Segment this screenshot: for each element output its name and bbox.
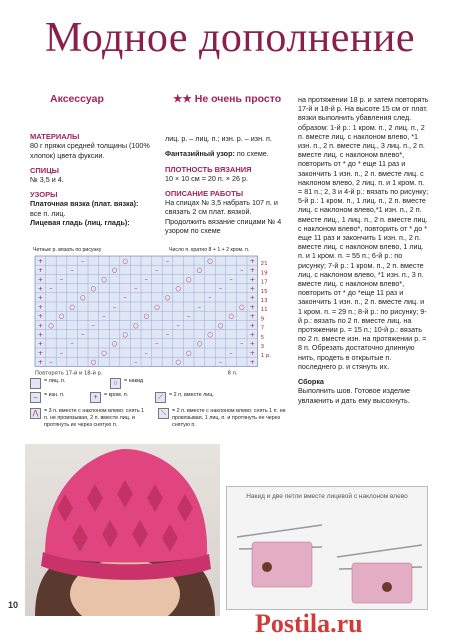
chart-symbol: ○ <box>164 293 171 302</box>
chart-symbol: + <box>37 358 44 367</box>
chart-caption-left: Четные р. вязать по рисунку <box>33 247 102 253</box>
chart-symbol: + <box>37 266 44 275</box>
chart-symbol: + <box>37 339 44 348</box>
k2tog-left-icon: ⟍ <box>158 408 169 419</box>
chart-symbol: – <box>59 348 64 357</box>
repeat-rows-label: Повторять 17-й и 18-й р. <box>35 370 103 377</box>
chart-symbol: – <box>240 266 244 275</box>
chart-symbol: – <box>229 275 233 284</box>
density-heading: ПЛОТНОСТЬ ВЯЗАНИЯ <box>165 164 252 174</box>
chart-symbol: ○ <box>101 275 107 284</box>
k3tog-icon: ⋀ <box>30 408 41 419</box>
needles-drawing <box>227 487 427 609</box>
chart-symbol: + <box>249 284 256 293</box>
face-stitch-text: лиц. р. – лиц. п.; изн. р. – изн. п. <box>165 134 272 144</box>
needles-heading: СПИЦЫ <box>30 165 60 175</box>
chart-symbol: ○ <box>122 256 128 265</box>
chart-symbol: – <box>176 321 180 330</box>
row-label: 3 <box>260 344 265 350</box>
chart-symbol: ○ <box>185 275 192 284</box>
legend-edge: + = кром. п. <box>90 392 128 403</box>
work-heading: ОПИСАНИЕ РАБОТЫ <box>165 189 244 199</box>
assembly-text: Выполнить шов. Готовое изделие увлажнить и дать ему высохнуть. <box>298 386 410 405</box>
chart-symbol: ○ <box>196 339 203 348</box>
chart-symbol: – <box>197 302 201 311</box>
chart-symbol: – <box>165 330 170 339</box>
chart-symbol: – <box>81 330 85 339</box>
chart-symbol: ○ <box>111 266 118 275</box>
row-label: 1 р. <box>260 353 272 360</box>
chart-symbol: + <box>249 312 256 321</box>
chart-symbol: – <box>218 358 223 367</box>
chart-symbol: + <box>37 275 44 284</box>
chart-symbol: – <box>134 358 138 367</box>
chart-symbol: ○ <box>207 330 213 339</box>
chart-symbol: ○ <box>58 312 65 321</box>
chart-symbol: ○ <box>154 302 160 311</box>
stockinette-label: Платочная вязка (плат. вязка): <box>30 199 139 209</box>
fancy-label: Фантазийный узор: <box>165 149 235 159</box>
chart-symbol: + <box>37 312 44 321</box>
instructions-text: на протяжении 18 р. и затем повторять 17-й и 18-й р. На высоте 15 см от плат. вязки выполнить убавления след. образом: 1-й р.: 1 кром. п., 2 лиц. п., 2 п. вместе лиц. с наклоном влево, *1 изн. п., 2 п. вместе лиц., 3 лиц. п., 2 п. вместе лиц. с наклоном влево*, повторить от * до * еще 11 раз и закончить 1 изн. п., 2 п. вместе лиц. с наклоном влево, 2 лиц. п. и 1 кром. п. = 81 п.; 2, 3 и 4-й р.: вязать по рисунку; 5-й р.: 1 кром. п., 1 лиц. п., 2 п. вместе лиц. с наклоном влево,*1 изн. п., 2 п. вместе лиц., 1 лиц. п., 2 п. вместе лиц. с наклоном влево*, повторить от * до * еще 11 раз и закончить 1 изн. п., 2 п. вместе лиц. с наклоном влево, 1 лиц. п. и 1 кром. п. = 55 п.; 6-й р.: по рисунку; 7-й р.: 1 кром. п., 2 п. вместе лиц. с наклоном влево, *1 изн. п., 3 п. вместе лиц. с наклоном влево*, повторить от * до *еще 11 раз и закончить 1 изн. п., 2 п. вместе лиц. и 1 кром. п. = 29 п.; 8-й р.: по рисунку; 9-й р.: вязать по 2 п. вместе лиц. на протяжении р. = 15 п.; 10-й р.: вязать по 2 п. вместе изн. на протяжении р. = 8 п. Обрезать достаточно длинную нить, продеть в открытые п. последнего р. и стянуть их. <box>298 95 429 371</box>
chart-symbol: – <box>81 256 85 265</box>
legend-yo: ○ = накид <box>110 378 143 389</box>
assembly-heading: Сборка <box>298 377 324 387</box>
chart-symbol: – <box>134 284 138 293</box>
chart-symbol: – <box>187 312 191 321</box>
materials-column <box>30 95 160 227</box>
stockinette-text: все п. лиц. <box>30 208 66 218</box>
chart-symbol: + <box>249 339 256 348</box>
chart-symbol: + <box>37 256 44 265</box>
chart-symbol: + <box>37 302 44 311</box>
section-title: Аксессуар <box>50 93 104 105</box>
legend-knit: = лиц. п. <box>30 378 65 389</box>
materials-text: 80 г пряжи средней толщины (100% хлопок) цвета фуксии. <box>30 141 150 160</box>
patterns-heading: УЗОРЫ <box>30 190 58 200</box>
row-label: 11 <box>260 307 268 314</box>
difficulty-text: Не очень просто <box>194 93 282 105</box>
k2tog-icon: ⟋ <box>155 392 166 403</box>
legend-purl: – = изн. п. <box>30 392 65 403</box>
chart-symbol: ○ <box>111 339 118 348</box>
density-text: 10 × 10 см = 20 п. × 26 р. <box>165 173 248 183</box>
materials-heading: МАТЕРИАЛЫ <box>30 132 80 142</box>
needles-text: № 3,5 и 4. <box>30 175 64 185</box>
chart-symbol: ○ <box>90 284 97 293</box>
chart-symbol: – <box>123 293 127 302</box>
legend-k2tog: ⟋ = 2 п. вместе лиц. <box>155 392 214 403</box>
chart-symbol: – <box>165 256 170 265</box>
chart-symbol: ○ <box>185 348 192 357</box>
description-column <box>165 95 293 241</box>
chart-symbol: – <box>49 284 53 293</box>
fancy-text: по схеме. <box>236 149 269 159</box>
yarn-over-icon: ○ <box>110 378 121 389</box>
chart-symbol: ○ <box>207 256 213 265</box>
chart-symbol: + <box>249 293 256 302</box>
chart-symbol: – <box>208 293 212 302</box>
chart-symbol: ○ <box>143 312 150 321</box>
difficulty-badge <box>173 95 293 104</box>
chart-symbol: + <box>249 330 256 339</box>
chart-symbol: + <box>249 275 256 284</box>
chart-symbol: + <box>249 358 256 367</box>
technique-illustration <box>226 486 428 610</box>
chart-symbol: ○ <box>79 293 86 302</box>
chart-symbol: – <box>102 312 106 321</box>
chart-symbol: + <box>249 302 256 311</box>
row-label: 19 <box>260 270 268 277</box>
knit-icon <box>30 378 41 389</box>
chart-symbol: – <box>155 339 159 348</box>
row-label: 17 <box>260 279 268 286</box>
page-title: Модное дополнение <box>44 15 416 61</box>
chart-symbol: – <box>59 275 64 284</box>
chart-symbol: ○ <box>90 358 97 367</box>
chart-symbol: ○ <box>175 358 181 367</box>
chart-symbol: – <box>144 348 148 357</box>
work-text: На спицах № 3,5 набрать 107 п. и связать 2 см плат. вязкой. Продолжить вязание спицами № 4 узором по схеме <box>165 198 282 235</box>
row-label: 7 <box>260 325 265 332</box>
legend-k3tog: ⋀ = 3 п. вместе с наклоном влево: снять 1 п. не провязывая, 2 п. вместе лиц. и протянуть их через снятую п. <box>30 408 150 429</box>
instructions-column <box>298 95 430 411</box>
edge-stitch-icon: + <box>90 392 101 403</box>
chart-symbol: ○ <box>69 302 75 311</box>
face-stitch-label: Лицевая гладь (лиц. гладь): <box>30 217 130 227</box>
watermark: Postila.ru <box>255 609 363 638</box>
chart-symbol: + <box>249 266 256 275</box>
chart-symbol: ○ <box>101 348 107 357</box>
chart-symbol: – <box>91 321 95 330</box>
chart-symbol: – <box>218 284 223 293</box>
star-icon: ★★ <box>173 93 192 105</box>
chart-symbol: – <box>70 266 74 275</box>
illustration-caption: Накид и две петли вместе лицевой с наклоном влево <box>246 493 408 500</box>
purl-icon: – <box>30 392 41 403</box>
chart-symbol: – <box>155 266 159 275</box>
chart-symbol: ○ <box>175 284 181 293</box>
legend-k2tog-left: ⟍ = 2 п. вместе с наклоном влево: снять 1 п. не провязывая, 1 лиц. п. и протянуть ее через снятую п. <box>158 408 288 429</box>
row-label: 5 <box>260 334 265 341</box>
row-label: 21 <box>260 261 268 268</box>
chart-symbol: ○ <box>122 330 128 339</box>
chart-symbol: ○ <box>48 321 54 330</box>
chart-symbol: + <box>37 321 44 330</box>
page-number: 10 <box>8 600 19 610</box>
chart-symbol: + <box>37 293 44 302</box>
hat-photo <box>25 444 220 616</box>
repeat-stitch-label: 8 п. <box>227 370 238 377</box>
chart-symbol: ○ <box>132 321 139 330</box>
chart-symbol: ○ <box>196 266 203 275</box>
chart-caption-right: Число п. кратно 8 + 1 + 2 кром. п. <box>169 247 250 253</box>
row-label: 13 <box>260 298 268 304</box>
chart-symbol: – <box>144 275 148 284</box>
chart-symbol: – <box>112 302 117 311</box>
knitting-chart <box>30 248 280 380</box>
row-label: 15 <box>260 288 268 295</box>
chart-symbol: – <box>70 339 74 348</box>
chart-symbol: ○ <box>238 302 245 311</box>
chart-symbol: + <box>249 256 256 265</box>
row-label: 9 <box>260 316 265 323</box>
chart-symbol: – <box>240 339 244 348</box>
chart-symbol: + <box>37 284 44 293</box>
chart-symbol: – <box>229 348 233 357</box>
hat-image <box>25 444 220 616</box>
chart-symbol: ○ <box>228 312 234 321</box>
chart-symbol: + <box>37 330 44 339</box>
chart-symbol: + <box>249 348 256 357</box>
chart-symbol: + <box>37 348 44 357</box>
chart-symbol: – <box>49 358 53 367</box>
chart-symbol: ○ <box>217 321 224 330</box>
chart-symbol: + <box>249 321 256 330</box>
